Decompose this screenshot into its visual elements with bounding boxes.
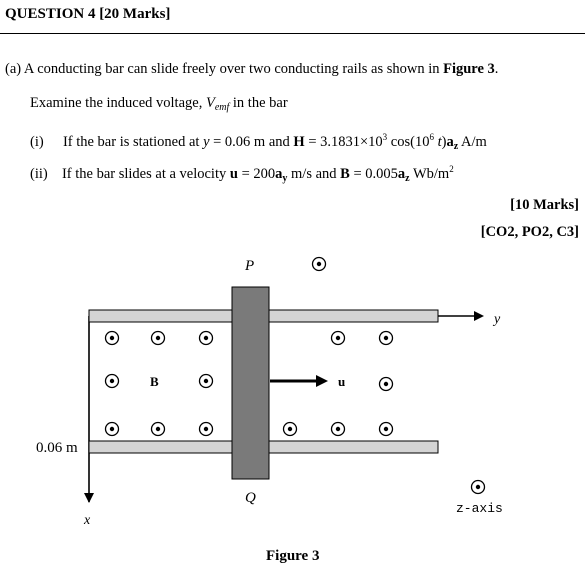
label-x-axis: x — [84, 513, 91, 528]
item-i-close: ) — [441, 134, 447, 150]
label-b: B — [150, 374, 159, 389]
figure-caption: Figure 3 — [266, 548, 320, 564]
conducting-bar — [232, 287, 269, 479]
field-dot-icon — [332, 332, 345, 345]
field-dot-icon — [152, 332, 165, 345]
field-dot-icon — [313, 258, 326, 271]
item-ii-b-vector-sub: z — [405, 173, 410, 184]
field-dot-icon — [332, 423, 345, 436]
item-i-h-symbol: H — [293, 134, 305, 150]
item-i-h-amplitude: = 3.1831×10 — [304, 134, 383, 150]
item-ii-b-symbol: B — [340, 166, 350, 182]
vemf-symbol: V — [205, 95, 215, 111]
item-i-unit-vector: a — [446, 134, 454, 150]
item-ii-u-value: = 200 — [237, 166, 276, 182]
item-i-prefix: If the bar is stationed at — [62, 134, 204, 150]
item-i-cos-exponent: 6 — [429, 132, 434, 142]
part-a-period: . — [494, 61, 499, 77]
item-ii-b-unit: Wb/m — [409, 166, 450, 182]
label-y-axis: y — [494, 312, 501, 327]
examine-end: in the bar — [229, 95, 288, 111]
item-ii-u-unit: m/s and — [287, 166, 341, 182]
field-dot-icon — [200, 375, 213, 388]
part-a-label: (a) — [5, 61, 22, 77]
item-ii-u-vector-sub: y — [282, 173, 288, 184]
question-title: QUESTION 4 [20 Marks] — [5, 6, 171, 22]
field-dot-icon — [200, 332, 213, 345]
item-ii-b-value: = 0.005 — [349, 166, 398, 182]
item-ii-prefix: If the bar slides at a velocity — [61, 166, 230, 182]
item-i-unit: A/m — [458, 134, 487, 150]
item-i-y-value: = 0.06 m and — [209, 134, 294, 150]
item-i-t: t — [433, 134, 442, 150]
y-axis-arrowhead — [474, 311, 484, 321]
field-dot-icon — [106, 423, 119, 436]
item-i-cos: cos(10 — [387, 134, 430, 150]
item-i-h-exponent: 3 — [382, 132, 388, 142]
z-axis-dot-icon — [472, 481, 485, 494]
examine-text: Examine the induced voltage, — [30, 95, 206, 111]
part-a-text: A conducting bar can slide freely over two conducting rails as shown in — [23, 61, 444, 77]
velocity-arrowhead — [316, 375, 328, 387]
field-dot-icon — [106, 332, 119, 345]
field-dot-icon — [284, 423, 297, 436]
label-distance: 0.06 m — [36, 440, 78, 456]
field-dot-icon — [380, 423, 393, 436]
outcomes-label: [CO2, PO2, C3] — [480, 224, 579, 240]
item-i-unit-vector-sub: z — [453, 141, 459, 152]
field-dot-icon — [106, 375, 119, 388]
field-dot-icon — [380, 378, 393, 391]
label-z-axis: z-axis — [456, 501, 503, 516]
label-q: Q — [245, 490, 256, 506]
item-i-label: (i) — [30, 134, 44, 150]
label-u: u — [338, 374, 346, 389]
label-p: P — [245, 258, 255, 274]
item-ii-u-symbol: u — [229, 166, 238, 182]
marks-label: [10 Marks] — [510, 197, 579, 213]
figure-reference: Figure 3 — [443, 61, 495, 77]
item-ii-u-vector: a — [275, 166, 283, 182]
item-ii-label: (ii) — [30, 166, 48, 182]
field-dot-icon — [200, 423, 213, 436]
vemf-subscript: emf — [214, 102, 230, 113]
x-axis-arrowhead — [84, 493, 94, 503]
field-dot-icon — [380, 332, 393, 345]
field-dot-icon — [152, 423, 165, 436]
item-ii-b-vector: a — [397, 166, 406, 182]
item-i-y-symbol: y — [203, 134, 210, 150]
item-ii-b-unit-exponent: 2 — [449, 164, 454, 174]
